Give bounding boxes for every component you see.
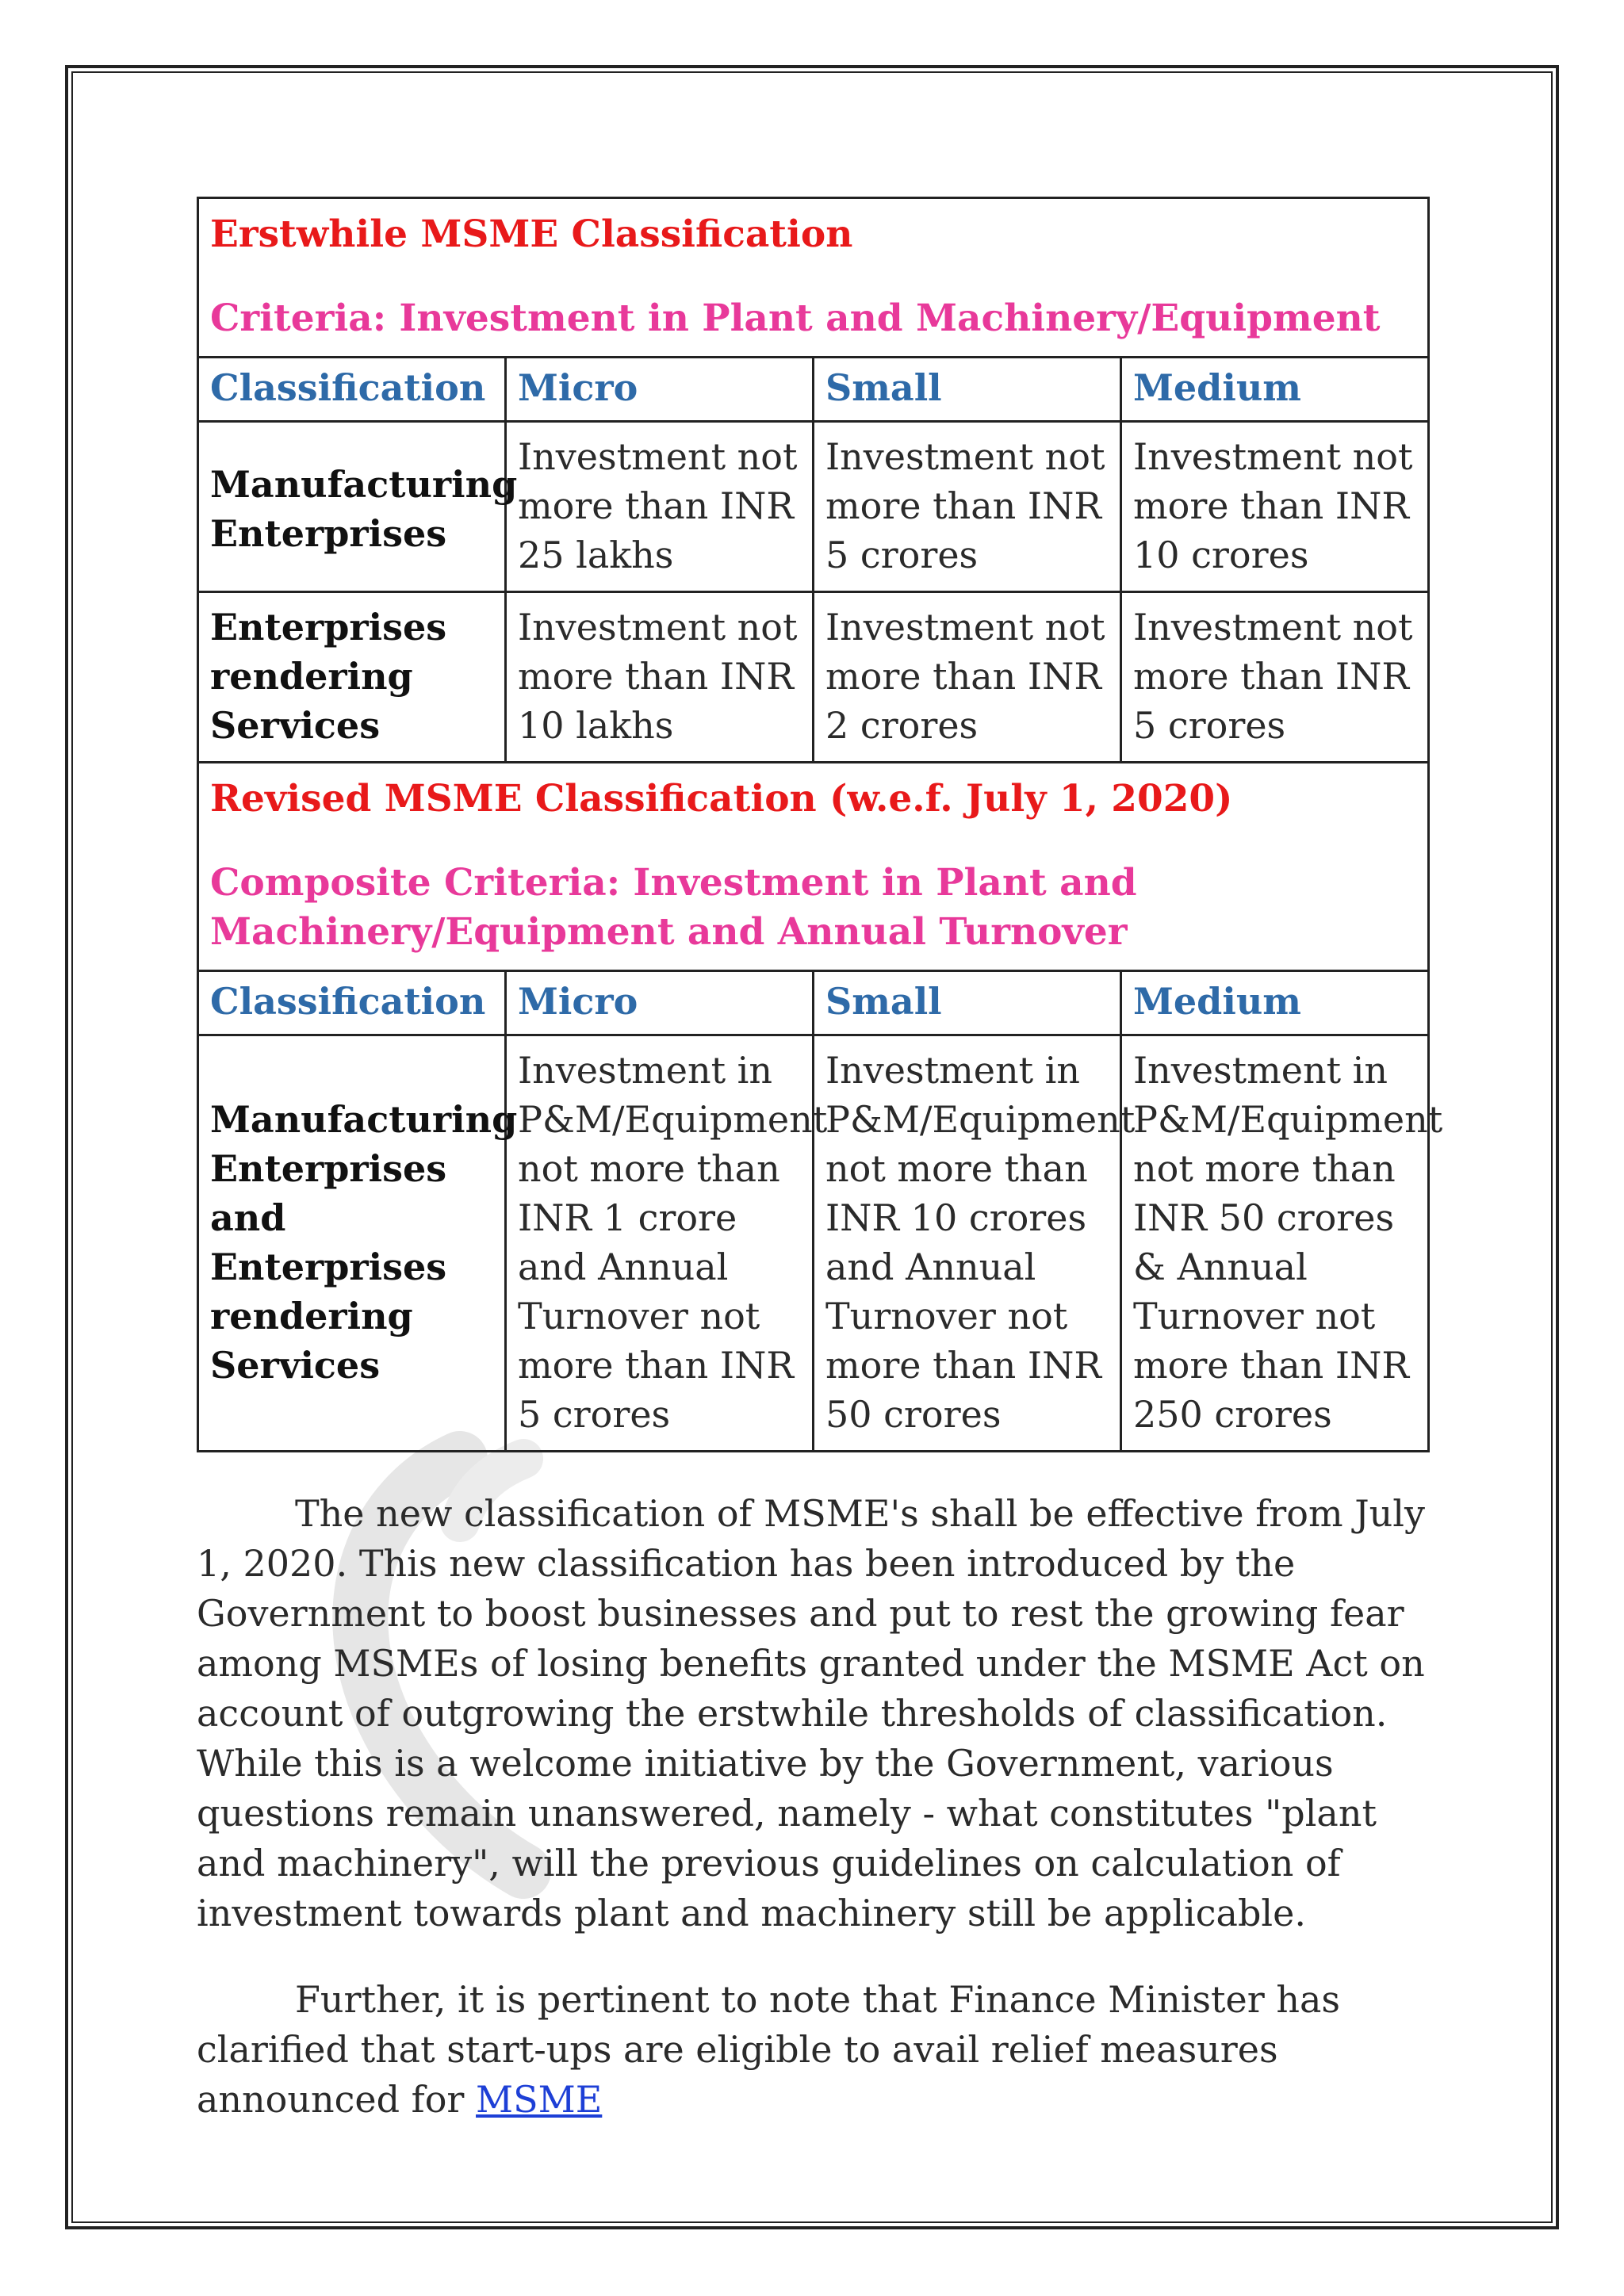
column-header-medium: Medium bbox=[1121, 358, 1429, 422]
revised-column-header-row bbox=[198, 971, 1429, 1035]
erstwhile-section-cell bbox=[198, 198, 1429, 358]
column-header-small: Small bbox=[814, 358, 1121, 422]
msme-classification-table bbox=[197, 197, 1443, 1452]
column-header-micro: Micro bbox=[506, 971, 814, 1035]
revised-section-header-row bbox=[198, 763, 1429, 971]
cell-medium: Investment not more than INR 10 crores bbox=[1121, 422, 1429, 592]
cell-small: Investment in P&M/Equipment not more than INR 10 crores and Annual Turnover not more than INR 50 crores bbox=[814, 1035, 1121, 1452]
column-header-medium: Medium bbox=[1121, 971, 1429, 1035]
erstwhile-section-header-row bbox=[198, 198, 1429, 358]
column-header-classification: Classification bbox=[198, 971, 506, 1035]
column-header-micro: Micro bbox=[506, 358, 814, 422]
erstwhile-column-header-row bbox=[198, 358, 1429, 422]
table-row bbox=[198, 592, 1429, 763]
table-row bbox=[198, 422, 1429, 592]
cell-medium: Investment not more than INR 5 crores bbox=[1121, 592, 1429, 763]
erstwhile-title: Erstwhile MSME Classification bbox=[210, 212, 853, 256]
erstwhile-criteria: Criteria: Investment in Plant and Machinery/Equipment bbox=[210, 297, 1381, 340]
msme-link[interactable]: MSME bbox=[476, 2078, 603, 2121]
cell-medium: Investment in P&M/Equipment not more than INR 50 crores & Annual Turnover not more than INR 250 crores bbox=[1121, 1035, 1429, 1452]
row-label-manufacturing: Manufacturing Enterprises bbox=[198, 422, 506, 592]
column-header-small: Small bbox=[814, 971, 1121, 1035]
table-row bbox=[198, 1035, 1429, 1452]
revised-section-cell bbox=[198, 763, 1429, 971]
row-label-services: Enterprises rendering Services bbox=[198, 592, 506, 763]
cell-micro: Investment not more than INR 25 lakhs bbox=[506, 422, 814, 592]
cell-micro: Investment not more than INR 10 lakhs bbox=[506, 592, 814, 763]
revised-title: Revised MSME Classification (w.e.f. July 1, 2020) bbox=[210, 777, 1233, 821]
cell-small: Investment not more than INR 5 crores bbox=[814, 422, 1121, 592]
document-content bbox=[197, 197, 1443, 2125]
paragraph-text: Further, it is pertinent to note that Finance Minister has clarified that start-ups are eligible to avail relief measures announced for bbox=[197, 1978, 1340, 2121]
column-header-classification: Classification bbox=[198, 358, 506, 422]
body-paragraph: The new classification of MSME's shall be effective from July 1, 2020. This new classification has been introduced by the Government to boost businesses and put to rest the growing fear among MSMEs of losing benefits granted under the MSME Act on account of outgrowing the erstwhile thresholds of classification. While this is a welcome initiative by the Government, various questions remain unanswered, namely - what constitutes "plant and machinery", will the previous guidelines on calculation of investment towards plant and machinery still be applicable. bbox=[197, 1492, 1425, 1934]
revised-criteria: Composite Criteria: Investment in Plant and Machinery/Equipment and Annual Turnover bbox=[210, 861, 1137, 954]
row-label-combined: Manufacturing Enterprises and Enterprises rendering Services bbox=[198, 1035, 506, 1452]
body-paragraph-2 bbox=[197, 1975, 1427, 2125]
cell-micro: Investment in P&M/Equipment not more than INR 1 crore and Annual Turnover not more than INR 5 crores bbox=[506, 1035, 814, 1452]
cell-small: Investment not more than INR 2 crores bbox=[814, 592, 1121, 763]
